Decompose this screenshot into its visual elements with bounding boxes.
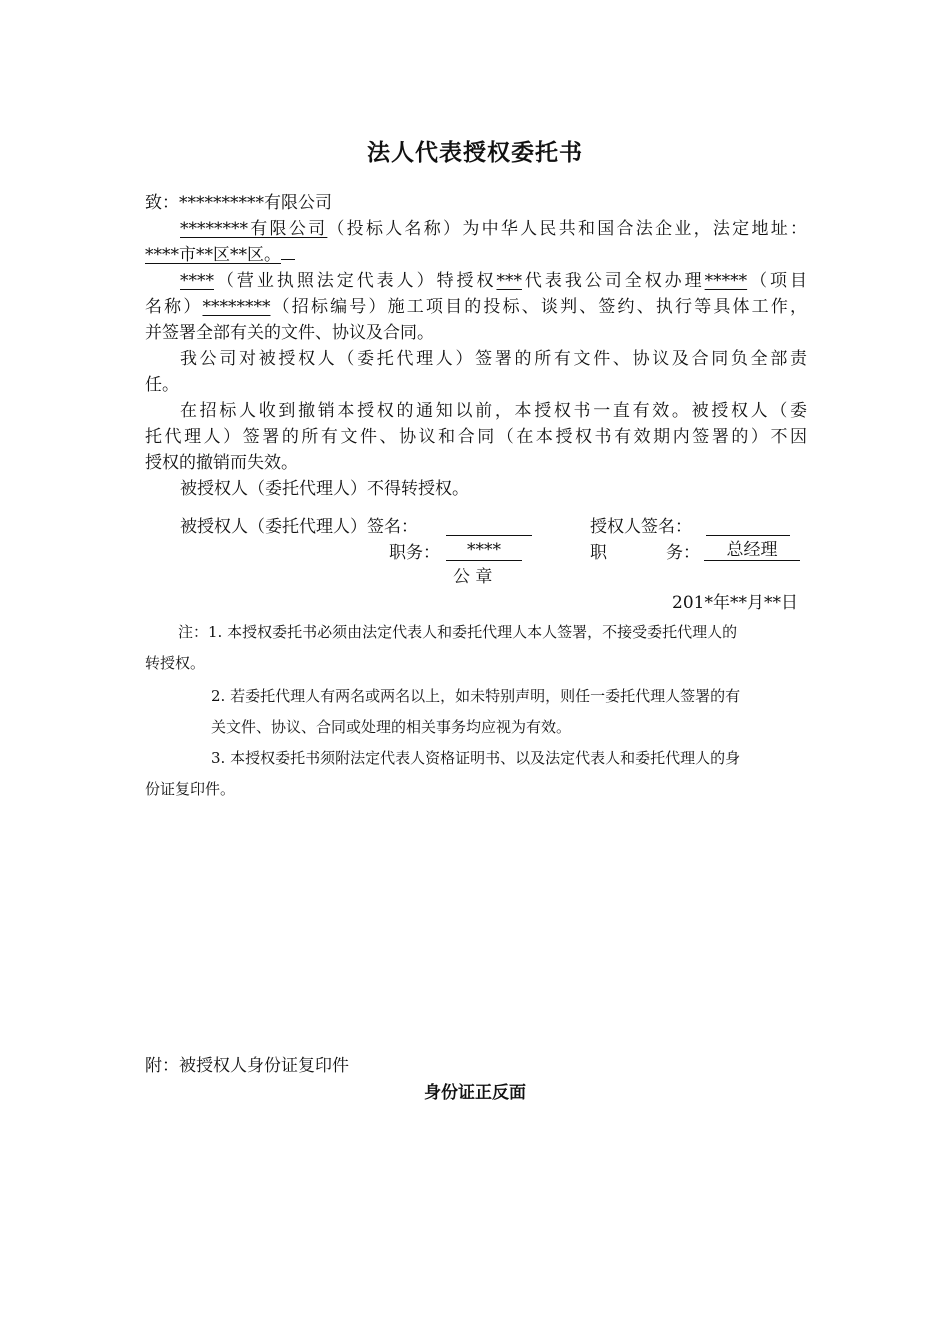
- paragraph-2-text-e: （招标编号）施工项目的投标、谈判、签约、执行等具体工作，: [270, 297, 807, 317]
- paragraph-3-line-2: 任。: [145, 375, 179, 395]
- paragraph-3-line-1: 我公司对被授权人（委托代理人）签署的所有文件、协议及合同负全部责: [180, 349, 807, 369]
- paragraph-2-text-c: （项目: [747, 271, 808, 291]
- paragraph-5: 被授权人（委托代理人）不得转授权。: [180, 479, 469, 499]
- legal-representative: ****: [180, 271, 214, 291]
- agent-signature-blank[interactable]: [446, 517, 532, 536]
- project-name: *****: [704, 271, 748, 291]
- agent-title-value: ****: [446, 540, 522, 561]
- signing-date: 201*年**月**日: [672, 593, 798, 613]
- note-2-line-1: 2. 若委托代理人有两名或两名以上，如未特别声明，则任一委托代理人签署的有: [211, 687, 741, 705]
- paragraph-1-text: （投标人名称）为中华人民共和国合法企业，法定地址：: [327, 219, 808, 239]
- addressee-line: 致：**********有限公司: [145, 193, 332, 213]
- agent-signature-label: 被授权人（委托代理人）签名：: [180, 517, 418, 537]
- paragraph-1-line-1: [145, 216, 807, 242]
- paragraph-2-text-a: （营业执照法定代表人）特授权: [214, 271, 497, 291]
- document-title: 法人代表授权委托书: [367, 140, 583, 166]
- bidder-company: ********有限公司: [180, 219, 328, 239]
- note-3-line-2: 份证复印件。: [145, 780, 236, 798]
- agent-title-label: 职务：: [389, 543, 440, 563]
- paragraph-2-text-d: 名称）: [145, 297, 203, 317]
- paragraph-2-line-2: [145, 294, 807, 320]
- paragraph-4-line-1: 在招标人收到撤销本授权的通知以前，本授权书一直有效。被授权人（委: [180, 401, 807, 421]
- note-1-line-1: 注：1. 本授权委托书必须由法定代表人和委托代理人本人签署，不接受委托代理人的: [178, 623, 738, 641]
- paragraph-4-line-2: 托代理人）签署的所有文件、协议和合同（在本授权书有效期内签署的）不因: [145, 427, 807, 447]
- paragraph-4-line-3: 授权的撤销而失效。: [145, 453, 298, 473]
- note-1-line-2: 转授权。: [145, 654, 206, 672]
- authorizer-title-label-1: 职: [590, 543, 607, 563]
- paragraph-1-line-2: [145, 242, 807, 268]
- paragraph-2-line-1: [145, 268, 807, 294]
- authorized-agent: ***: [496, 271, 522, 291]
- attachment-label: 附：被授权人身份证复印件: [145, 1056, 349, 1076]
- authorizer-title-value: 总经理: [704, 540, 800, 561]
- authorizer-signature-label: 授权人签名：: [590, 517, 692, 537]
- authorizer-title-label-2: 务：: [666, 543, 700, 563]
- note-3-line-1: 3. 本授权委托书须附法定代表人资格证明书、以及法定代表人和委托代理人的身: [211, 749, 741, 767]
- note-2-line-2: 关文件、协议、合同或处理的相关事务均应视为有效。: [211, 718, 572, 736]
- legal-address: ****市**区**区。: [145, 245, 281, 265]
- authorizer-signature-blank[interactable]: [706, 517, 790, 536]
- paragraph-2-text-b: 代表我公司全权办理: [521, 271, 705, 291]
- id-card-heading: 身份证正反面: [424, 1083, 526, 1103]
- tender-number: ********: [202, 297, 271, 317]
- company-seal: 公 章: [453, 567, 493, 587]
- paragraph-2-line-3: 并签署全部有关的文件、协议及合同。: [145, 323, 434, 343]
